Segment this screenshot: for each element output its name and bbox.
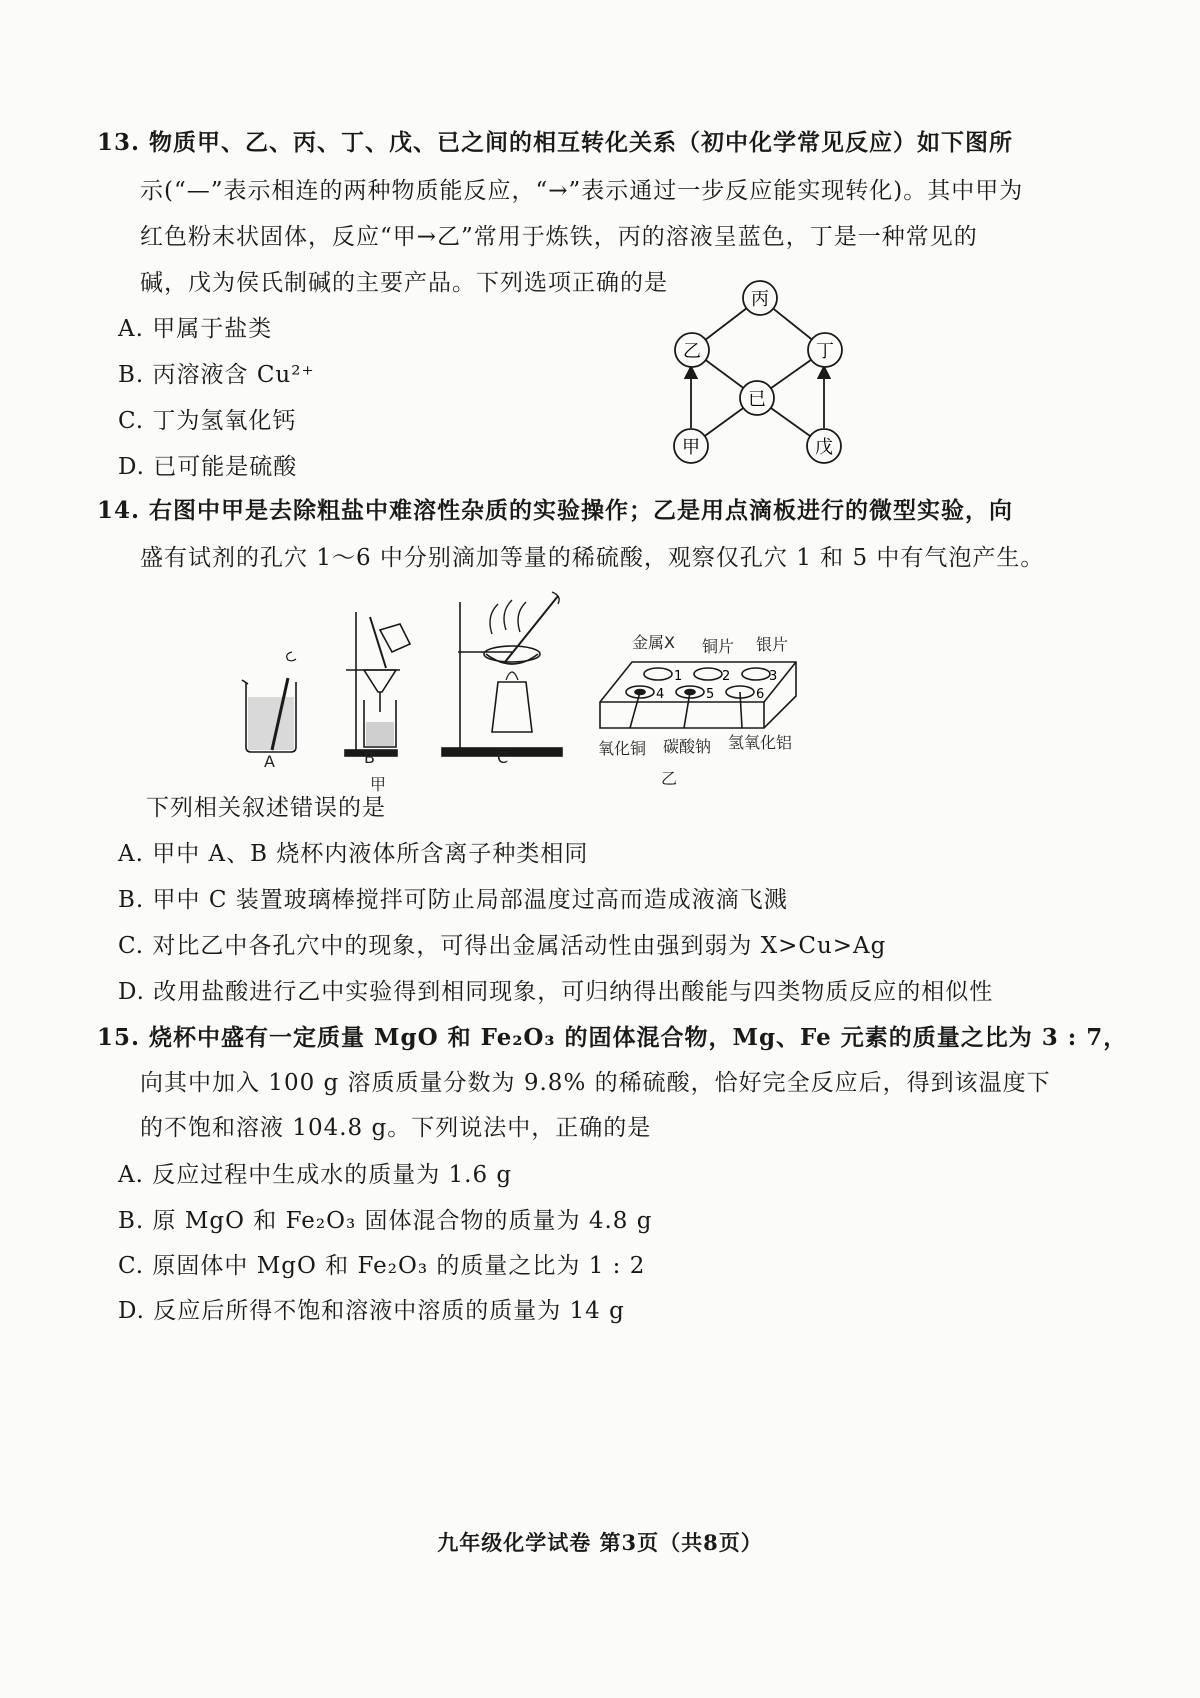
label-aloh3: 氢氧化铝 (728, 733, 793, 752)
label-cuo: 氧化铜 (598, 739, 647, 758)
svg-text:1: 1 (674, 669, 683, 684)
q13-option-b: B. 丙溶液含 Cu²⁺ (118, 362, 315, 388)
q13-line-1: 13. 物质甲、乙、丙、丁、戊、已之间的相互转化关系（初中化学常见反应）如下图所 (97, 129, 1014, 156)
beaker-a-illustration (242, 652, 296, 752)
q13-option-a: A. 甲属于盐类 (118, 316, 273, 342)
svg-text:丁: 丁 (816, 341, 834, 362)
node-wu (807, 429, 841, 463)
svg-text:已: 已 (748, 389, 766, 410)
svg-text:6: 6 (756, 687, 765, 702)
q14-option-c: C. 对比乙中各孔穴中的现象，可得出金属活动性由强到弱为 X>Cu>Ag (118, 933, 887, 959)
q13-option-c: C. 丁为氢氧化钙 (118, 408, 297, 434)
svg-text:5: 5 (706, 687, 715, 702)
svg-text:3: 3 (769, 669, 778, 684)
q14-option-b: B. 甲中 C 装置玻璃棒搅拌可防止局部温度过高而造成液滴飞溅 (118, 887, 788, 913)
q13-line-2: 示(“—”表示相连的两种物质能反应，“→”表示通过一步反应能实现转化)。其中甲为 (140, 178, 1024, 204)
q13-relation-diagram (660, 278, 860, 478)
label-metal-x: 金属X (632, 633, 675, 652)
svg-text:2: 2 (722, 669, 731, 684)
svg-text:4: 4 (656, 687, 665, 702)
label-silver: 银片 (756, 635, 789, 654)
q13-option-d: D. 已可能是硫酸 (118, 454, 298, 480)
q13-line-4: 碱，戊为侯氏制碱的主要产品。下列选项正确的是 (140, 270, 668, 296)
label-b: B (364, 748, 375, 767)
q15-option-c: C. 原固体中 MgO 和 Fe₂O₃ 的质量之比为 1 : 2 (118, 1253, 646, 1279)
svg-text:戊: 戊 (815, 437, 833, 458)
node-jia (674, 429, 708, 463)
label-na2co3: 碳酸钠 (663, 737, 712, 756)
node-yi (675, 333, 709, 367)
svg-text:丙: 丙 (751, 289, 769, 310)
q14-figure-jia (230, 582, 590, 792)
node-bing (743, 281, 777, 315)
q15-line-3: 的不饱和溶液 104.8 g。下列说法中，正确的是 (140, 1115, 652, 1141)
label-copper: 铜片 (702, 637, 735, 656)
q15-line-2: 向其中加入 100 g 溶质质量分数为 9.8% 的稀硫酸，恰好完全反应后，得到该温度下 (140, 1070, 1051, 1096)
label-a: A (264, 752, 275, 771)
q14-figure-yi-spot-plate (596, 650, 816, 740)
page-footer: 九年级化学试卷 第3页（共8页） (437, 1530, 763, 1555)
q15-option-a: A. 反应过程中生成水的质量为 1.6 g (118, 1162, 513, 1188)
q14-option-a: A. 甲中 A、B 烧杯内液体所含离子种类相同 (118, 841, 589, 867)
figure-yi-caption: 乙 (661, 769, 678, 788)
q14-stem: 下列相关叙述错误的是 (146, 795, 386, 821)
q13-line-3: 红色粉末状固体，反应“甲→乙”常用于炼铁，丙的溶液呈蓝色，丁是一种常见的 (140, 224, 978, 250)
q15-option-b: B. 原 MgO 和 Fe₂O₃ 固体混合物的质量为 4.8 g (118, 1208, 653, 1234)
figure-jia-caption: 甲 (370, 775, 387, 794)
label-c: C (497, 748, 509, 767)
node-ji (740, 381, 774, 415)
node-ding (808, 333, 842, 367)
q14-option-d: D. 改用盐酸进行乙中实验得到相同现象，可归纳得出酸能与四类物质反应的相似性 (118, 979, 994, 1005)
svg-text:甲: 甲 (682, 437, 700, 458)
evaporation-c-illustration (442, 592, 562, 756)
q15-option-d: D. 反应后所得不饱和溶液中溶质的质量为 14 g (118, 1298, 625, 1324)
q15-line-1: 15. 烧杯中盛有一定质量 MgO 和 Fe₂O₃ 的固体混合物，Mg、Fe 元素的质量之比为 3 : 7， (97, 1024, 1128, 1051)
svg-text:乙: 乙 (683, 341, 701, 362)
filtration-b-illustration (345, 612, 410, 756)
q14-line-1: 14. 右图中甲是去除粗盐中难溶性杂质的实验操作；乙是用点滴板进行的微型实验，向 (97, 497, 1014, 524)
q14-line-2: 盛有试剂的孔穴 1～6 中分别滴加等量的稀硫酸，观察仅孔穴 1 和 5 中有气泡产生。 (140, 545, 1045, 571)
